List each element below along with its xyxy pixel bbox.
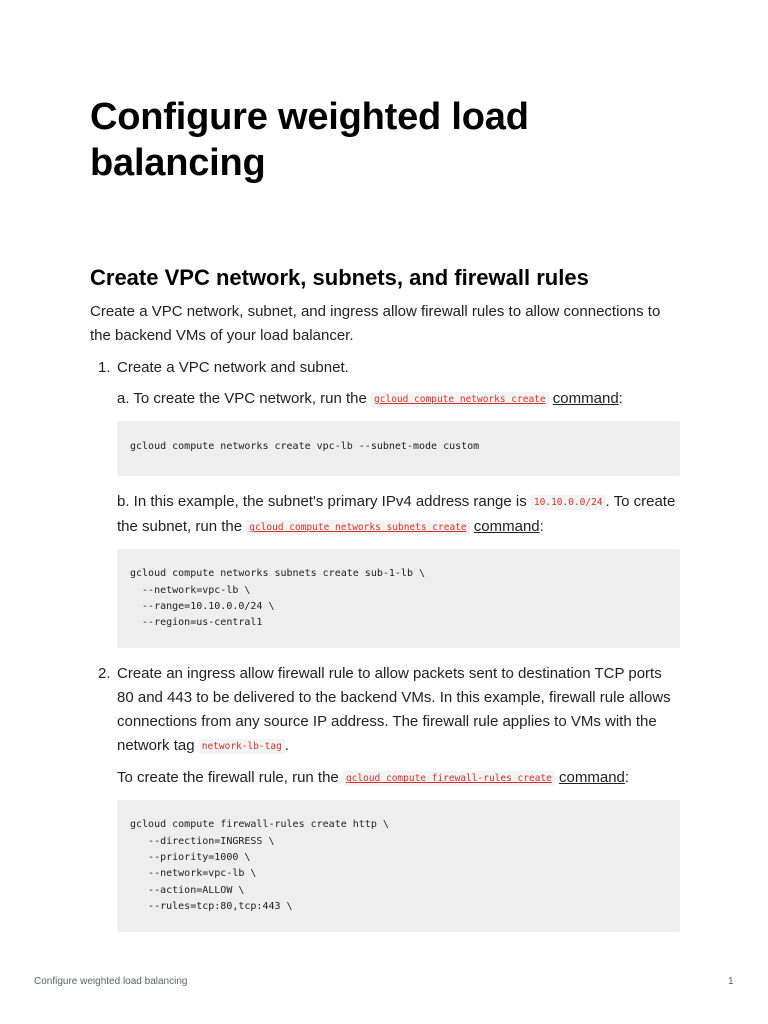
code-block-create-network[interactable]: gcloud compute networks create vpc-lb --subnet-mode custom	[117, 421, 680, 476]
inline-code-ip-range: 10.10.0.0/24	[531, 495, 606, 510]
page-title: Configure weighted load balancing	[90, 96, 529, 184]
firewall-instruction-text: To create the firewall rule, run the	[117, 769, 339, 787]
inline-code-networks-create[interactable]: gcloud compute networks create	[371, 392, 549, 407]
section-heading: Create VPC network, subnets, and firewall rules	[90, 265, 589, 290]
substep-a-text: a. To create the VPC network, run the	[117, 390, 367, 407]
substep-a-suffix: :	[618, 390, 623, 407]
step-text	[117, 662, 680, 759]
substep-b-text: b. In this example, the subnet's primary IPv4 address range is	[117, 493, 527, 511]
code-block-create-firewall-rule[interactable]: gcloud compute firewall-rules create http \ --direction=INGRESS \ --priority=1000 \ --network=vpc-lb \ --action=ALLOW \ --rules=tcp:80,tcp:443 \	[117, 800, 680, 932]
footer-page-number: 1	[728, 976, 734, 987]
step-2-text-end: .	[284, 737, 289, 755]
firewall-instruction	[117, 766, 680, 791]
step-item-1	[90, 356, 680, 648]
inline-code-firewall-create[interactable]: gcloud compute firewall-rules create	[343, 771, 555, 786]
command-reference-link[interactable]: command	[552, 390, 619, 407]
substep-b-suffix: :	[539, 518, 544, 536]
code-block-create-subnet[interactable]: gcloud compute networks subnets create sub-1-lb \ --network=vpc-lb \ --range=10.10.0.0/24 \ --region=us-central1	[117, 549, 680, 648]
step-item-2	[90, 662, 680, 932]
command-reference-link[interactable]: command	[473, 518, 540, 536]
inline-code-network-tag: network-lb-tag	[199, 739, 285, 754]
step-2-text: Create an ingress allow firewall rule to allow packets sent to destination TCP ports 80 and 443 to be delivered to the backend VMs. In this example, firewall rule allows connections from any source IP address. The firewall rule applies to VMs with the network tag	[117, 665, 671, 755]
steps-list	[90, 356, 680, 932]
inline-code-subnets-create[interactable]: gcloud compute networks subnets create	[246, 520, 469, 535]
step-number: 2.	[98, 665, 111, 683]
footer-document-title: Configure weighted load balancing	[34, 976, 188, 987]
substep-b-middle: . To create the subnet, run the	[117, 493, 676, 536]
substep-a	[117, 387, 680, 412]
step-text: Create a VPC network and subnet.	[117, 359, 349, 376]
section-intro: Create a VPC network, subnet, and ingress allow firewall rules to allow connections to the backend VMs of your load balancer.	[90, 303, 661, 344]
substep-b	[117, 490, 680, 540]
document-body	[90, 94, 680, 946]
firewall-instruction-suffix: :	[624, 769, 630, 787]
command-reference-link[interactable]: command	[559, 769, 625, 787]
step-number: 1.	[98, 359, 111, 376]
